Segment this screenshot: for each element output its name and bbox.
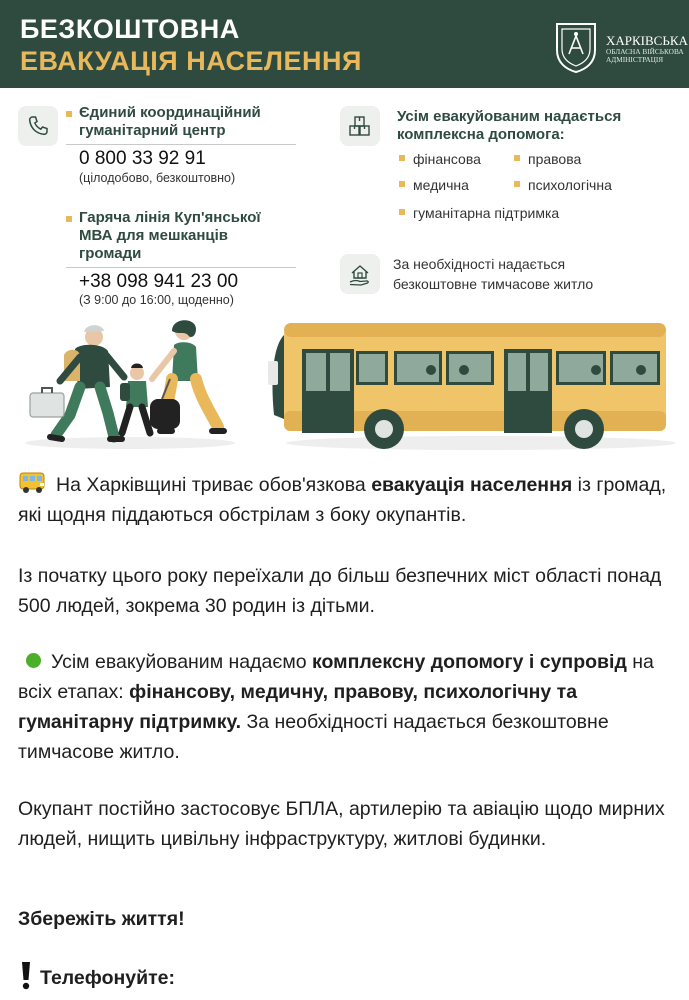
help-item: фінансова — [399, 151, 481, 167]
boxes-icon-box — [340, 106, 380, 146]
hotline-heading-line1: Гаряча лінія Куп'янської — [79, 209, 261, 226]
center-phone: 0 800 33 92 91 — [79, 148, 206, 169]
help-item: правова — [514, 151, 581, 167]
boxes-icon — [347, 113, 373, 139]
house-icon-box — [340, 254, 380, 294]
poster-banner — [0, 0, 689, 88]
post-paragraph-5: Збережіть життя! — [18, 908, 185, 930]
hotline-heading-line3: громади — [79, 245, 142, 262]
bus-illustration — [266, 315, 676, 455]
bullet — [66, 216, 72, 222]
hotline-heading-line2: МВА для мешканців — [79, 227, 229, 244]
divider — [66, 144, 296, 145]
help-item: медична — [399, 177, 469, 193]
phone-icon-box — [18, 106, 58, 146]
help-item: психологічна — [514, 177, 612, 193]
center-note: (цілодобово, безкоштовно) — [79, 171, 236, 185]
phone-icon — [26, 114, 50, 138]
org-name: ХАРКІВСЬКА — [606, 33, 688, 48]
post-paragraph-2: Із початку цього року переїхали до більш безпечних міст області понад 500 людей, зокрема 30 родин із дітьми. — [18, 565, 662, 617]
post-paragraph-3: Усім евакуйованим надаємо комплексну допомогу і супровід на всіх етапах: фінансову, медичну, правову, психологічну та гуманітарну підтримку. За необхідності надається безкоштовне тимчасове житло. — [18, 651, 654, 763]
bus-emoji-icon — [18, 470, 48, 496]
center-heading-line1: Єдиний координаційний — [79, 104, 261, 121]
people-illustration — [20, 315, 240, 455]
emblem-icon — [553, 20, 599, 74]
green-circle-icon — [26, 653, 41, 668]
poster-title-line2: ЕВАКУАЦІЯ НАСЕЛЕННЯ — [20, 46, 362, 76]
center-heading-line2: гуманітарний центр — [79, 122, 226, 139]
hotline-phone: +38 098 941 23 00 — [79, 271, 239, 292]
post-paragraph-4: Окупант постійно застосовує БПЛА, артилерію та авіацію щодо мирних людей, нищить цивільну інфраструктуру, житлові будинки. — [18, 798, 665, 850]
hotline-note: (З 9:00 до 16:00, щоденно) — [79, 293, 234, 307]
housing-note: За необхідності надається безкоштовне тимчасове житло — [393, 256, 594, 292]
exclamation-icon — [18, 960, 34, 990]
evacuation-poster — [0, 0, 689, 458]
poster-title-line1: БЕЗКОШТОВНА — [20, 14, 240, 44]
help-heading-line1: Усім евакуйованим надається — [397, 108, 622, 125]
org-subtitle: ОБЛАСНА ВІЙСЬКОВА АДМІНІСТРАЦІЯ — [606, 47, 684, 64]
divider — [66, 267, 296, 268]
post-paragraph-1: На Харківщині триває обов'язкова евакуація населення із громад, які щодня піддаються обстрілам з боку окупантів. — [18, 470, 678, 530]
help-heading-line2: комплексна допомога: — [397, 126, 565, 143]
help-item: гуманітарна підтримка — [399, 205, 559, 221]
post-paragraph-6: Телефонуйте: — [18, 960, 678, 993]
house-hand-icon — [347, 261, 373, 287]
bullet — [66, 111, 72, 117]
